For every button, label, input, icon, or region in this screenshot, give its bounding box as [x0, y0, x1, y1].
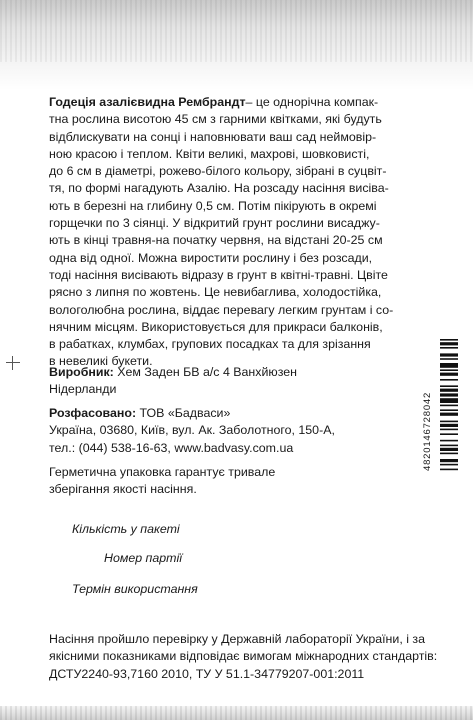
description-line: в невеликі букети.: [49, 354, 153, 369]
description-line: ною красою і теплом. Квіти великі, махрові, шовковисті,: [49, 146, 370, 161]
barcode-bar: [440, 379, 458, 381]
barcode-bar: [440, 421, 458, 423]
packaging-note-line: зберігання якості насіння.: [49, 482, 197, 497]
description-line: вологолюбна рослина, віддає перевагу легким грунтам і со-: [49, 302, 394, 317]
barcode-bar: [440, 424, 458, 427]
description-line: тна рослина висотою 45 см з гарними квітками, які будуть: [49, 112, 382, 127]
barcode-bar: [440, 469, 458, 471]
barcode-bar: [440, 393, 458, 396]
packaging-note: [49, 464, 419, 499]
description-line: до 6 см в діаметрі, рожево-білого кольору, зібрані в суцвіт-: [49, 164, 387, 179]
certification-line: Насіння пройшло перевірку у Державній лабораторії України, і за: [49, 632, 425, 646]
producer-name: Хем Заден БВ а/с 4 Ванхйюзен: [113, 365, 297, 379]
quantity-field-label: Кількість у пакеті: [72, 522, 180, 536]
registration-mark-icon: [6, 356, 20, 370]
barcode: [440, 339, 458, 523]
certification-standards: ДСТУ2240-93,7160 2010, ТУ У 51.1-34779207-001:2011: [49, 666, 365, 681]
product-description: [49, 94, 435, 371]
producer-country: Нідерланди: [49, 382, 117, 397]
packer-info: [49, 405, 419, 457]
description-line: нячним місцям. Використовується для прикраси балконів,: [49, 319, 383, 334]
barcode-bar: [440, 453, 458, 455]
barcode-bar: [440, 405, 458, 407]
packer-label: Розфасовано:: [49, 406, 137, 420]
barcode-bar: [440, 409, 458, 411]
packer-name: ТОВ «Бадваси»: [136, 406, 231, 420]
batch-number-label: Номер партії: [104, 551, 182, 565]
barcode-bar: [440, 339, 458, 341]
description-line: відблискувати на сонці і наповнювати ваш сад неймовір-: [49, 129, 377, 144]
description-line: тя, по формі нагадують Азалію. На розсаду насіння висіва-: [49, 181, 389, 196]
producer-info: [49, 364, 419, 399]
top-crimp-seal: [0, 0, 473, 62]
description-line: тоді насіння висівають відразу в грунт в квітні-травні. Цвіте: [49, 267, 388, 282]
certification-note: [49, 631, 449, 683]
barcode-bar: [440, 429, 458, 431]
description-line: рясно з липня по жовтень. Це невибаглива, холодостійка,: [49, 285, 382, 300]
barcode-number: 4820146728042: [422, 391, 433, 471]
barcode-bar: [440, 445, 458, 447]
barcode-bar: [440, 433, 458, 435]
certification-line: якісними показниками відповідає вимогам міжнародних стандартів:: [49, 649, 438, 664]
barcode-bar: [440, 413, 458, 416]
barcode-bar: [440, 373, 458, 376]
barcode-bar: [440, 459, 458, 462]
barcode-bar: [440, 358, 458, 360]
description-line: – це однорічна компак-: [245, 95, 379, 109]
barcode-bar: [440, 363, 458, 368]
description-line: горщечки по 3 сіянці. У відкритий грунт рослини висаджу-: [49, 216, 380, 231]
barcode-bar: [440, 398, 458, 403]
barcode-bar: [440, 353, 458, 356]
product-title: Годеція азалієвидна Рембрандт: [49, 95, 246, 109]
expiry-term-label: Термін використання: [72, 582, 198, 596]
producer-label: Виробник:: [49, 365, 114, 379]
description-line: в рабатках, клумбах, групових посадках та для зрізання: [49, 337, 371, 352]
description-line: ють в березні на глибину 0,5 см. Потім пікірують в окремі: [49, 198, 377, 213]
barcode-bar: [440, 342, 458, 345]
packer-contacts: тел.: (044) 538-16-63, www.badvasy.com.ua: [49, 440, 294, 455]
packaging-note-line: Герметична упаковка гарантує тривале: [49, 465, 276, 479]
description-line: одна від одної. Можна виростити рослину і без розсади,: [49, 250, 373, 265]
barcode-bar: [440, 440, 458, 442]
bottom-crimp-seal: [0, 706, 473, 720]
barcode-bar: [440, 389, 458, 392]
barcode-bar: [440, 448, 458, 451]
barcode-bar: [440, 369, 458, 371]
description-line: ють в кінці травня-на початку червня, на відстані 20-25 см: [49, 233, 383, 248]
packer-address: Україна, 03680, Київ, вул. Ак. Заболотного, 150-А,: [49, 423, 335, 438]
barcode-bar: [440, 464, 458, 466]
barcode-bar: [440, 347, 458, 349]
barcode-bar: [440, 385, 458, 387]
